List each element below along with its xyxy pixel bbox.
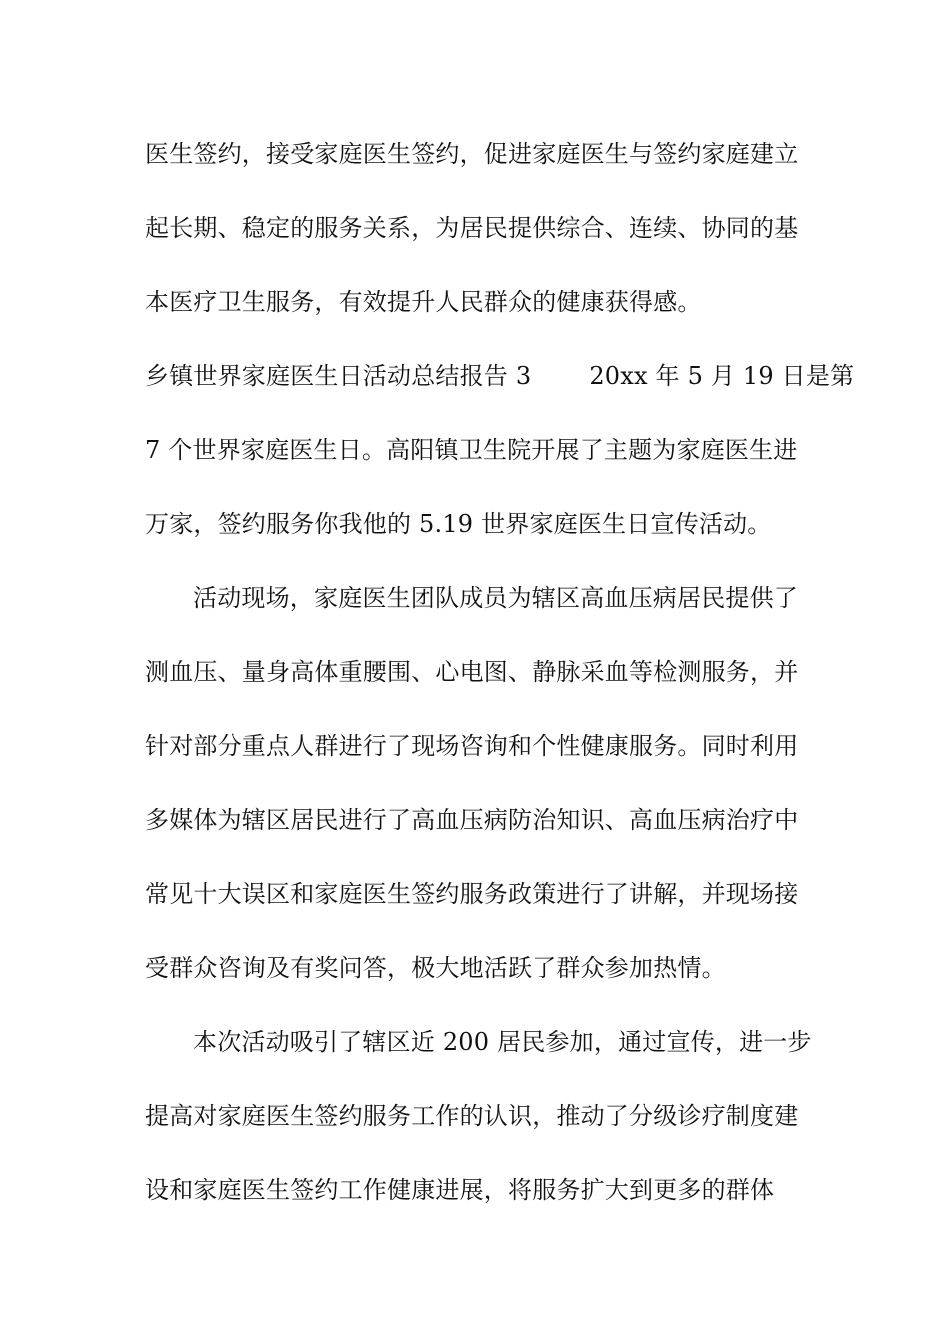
paragraph-line: 受群众咨询及有奖问答，极大地活跃了群众参加热情。 <box>145 954 726 982</box>
paragraph-line: 医生签约，接受家庭医生签约，促进家庭医生与签约家庭建立 <box>145 140 799 168</box>
paragraph-first-line: 活动现场，家庭医生团队成员为辖区高血压病居民提供了 <box>193 584 798 612</box>
section-title: 乡镇世界家庭医生日活动总结报告 3 <box>145 362 532 390</box>
paragraph-line: 针对部分重点人群进行了现场咨询和个性健康服务。同时利用 <box>145 732 799 760</box>
paragraph-line: 多媒体为辖区居民进行了高血压病防治知识、高血压病治疗中 <box>145 806 799 834</box>
paragraph-line: 测血压、量身高体重腰围、心电图、静脉采血等检测服务，并 <box>145 658 799 686</box>
paragraph-line: 本医疗卫生服务，有效提升人民群众的健康获得感。 <box>145 288 702 316</box>
paragraph-line: 万家，签约服务你我他的 5.19 世界家庭医生日宣传活动。 <box>145 510 772 538</box>
paragraph-line: 起长期、稳定的服务关系，为居民提供综合、连续、协同的基 <box>145 214 799 242</box>
heading-continuation: 20xx 年 5 月 19 日是第 <box>589 362 855 390</box>
paragraph-line: 常见十大误区和家庭医生签约服务政策进行了讲解，并现场接 <box>145 880 799 908</box>
paragraph-line: 7 个世界家庭医生日。高阳镇卫生院开展了主题为家庭医生进 <box>145 436 798 464</box>
paragraph-line: 提高对家庭医生签约服务工作的认识，推动了分级诊疗制度建 <box>145 1102 799 1130</box>
paragraph-line: 设和家庭医生签约工作健康进展，将服务扩大到更多的群体 <box>145 1176 775 1204</box>
section-heading-line <box>145 356 855 396</box>
paragraph-first-line: 本次活动吸引了辖区近 200 居民参加，通过宣传，进一步 <box>193 1028 812 1056</box>
